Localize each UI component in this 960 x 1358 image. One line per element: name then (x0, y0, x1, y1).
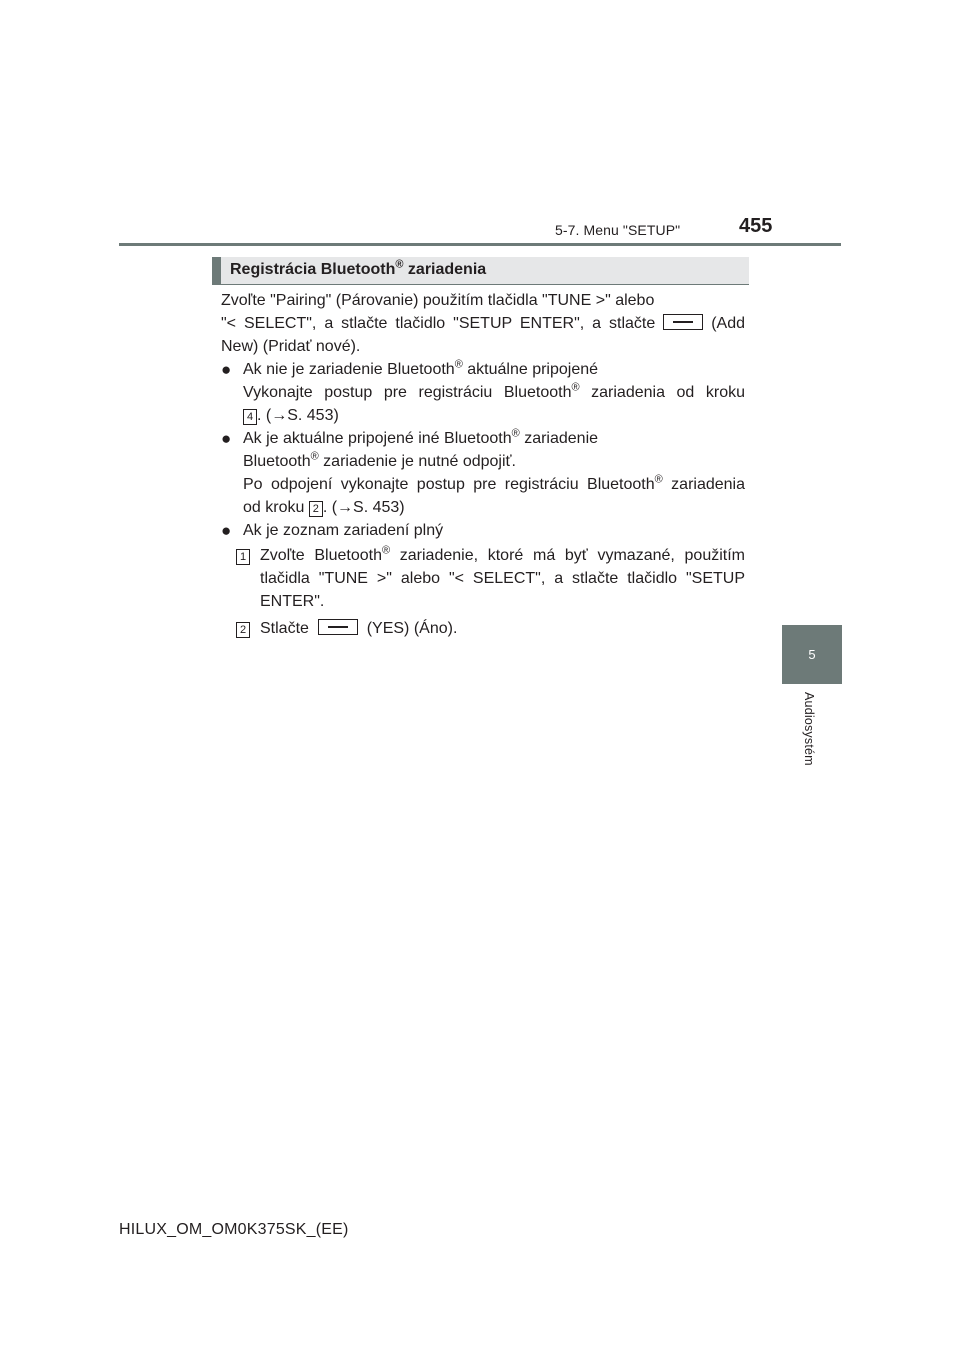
document-code: HILUX_OM_OM0K375SK_(EE) (119, 1221, 349, 1238)
step-1-line-3: ENTER". (260, 593, 325, 610)
bullet-2-body-3: od kroku 2 . (→S. 453) (243, 499, 405, 516)
intro-line-1: Zvoľte "Pairing" (Párovanie) použitím tlačidla "TUNE >" alebo (221, 292, 655, 309)
section-heading-bar (212, 257, 221, 284)
step-2-text: Stlačte (YES) (Áno). (260, 620, 458, 637)
section-heading (212, 257, 749, 285)
bullet-1-title: Ak nie je zariadenie Bluetooth® aktuálne pripojené (243, 358, 599, 378)
step-1-line-1: Zvoľte Bluetooth® zariadenie, ktoré má byť vymazané, použitím (260, 544, 746, 564)
header-rule (119, 243, 841, 246)
step-ref-4: 4 (243, 409, 257, 425)
bullet-2-body-1: Bluetooth® zariadenie je nutné odpojiť. (243, 450, 516, 470)
section-heading-text: Registrácia Bluetooth® zariadenia (230, 258, 487, 278)
bullet-2-symbol: ● (221, 429, 232, 448)
bullet-2-body-2: Po odpojení vykonajte postup pre registráciu Bluetooth® zariadenia (243, 473, 745, 493)
intro-line-2: "< SELECT", a stlačte tlačidlo "SETUP ENTER", a stlačte (Add (221, 315, 745, 332)
step-ref-2: 2 (309, 501, 323, 517)
chapter-title: Audiosystém (802, 692, 816, 766)
bullet-3-symbol: ● (221, 521, 232, 540)
running-header-section: 5-7. Menu "SETUP" (555, 222, 681, 238)
bullet-1-body-1: Vykonajte postup pre registráciu Bluetooth® zariadenia od kroku (243, 381, 745, 401)
chapter-number: 5 (808, 647, 816, 662)
add-new-key-icon (663, 314, 703, 330)
step-2-number: 2 (236, 622, 250, 638)
chapter-tab (782, 625, 842, 684)
step-1-line-2: tlačidla "TUNE >" alebo "< SELECT", a stlačte tlačidlo "SETUP (260, 570, 745, 587)
bullet-3-title: Ak je zoznam zariadení plný (243, 522, 444, 539)
intro-line-3: New) (Pridať nové). (221, 338, 361, 355)
step-1-number: 1 (236, 549, 250, 565)
yes-key-icon (318, 619, 358, 635)
page-number: 455 (739, 215, 773, 237)
bullet-1-symbol: ● (221, 360, 232, 379)
chapter-label (800, 692, 818, 782)
bullet-2-title: Ak je aktuálne pripojené iné Bluetooth® zariadenie (243, 427, 599, 447)
bullet-1-body-2: 4 . (→S. 453) (243, 406, 339, 426)
